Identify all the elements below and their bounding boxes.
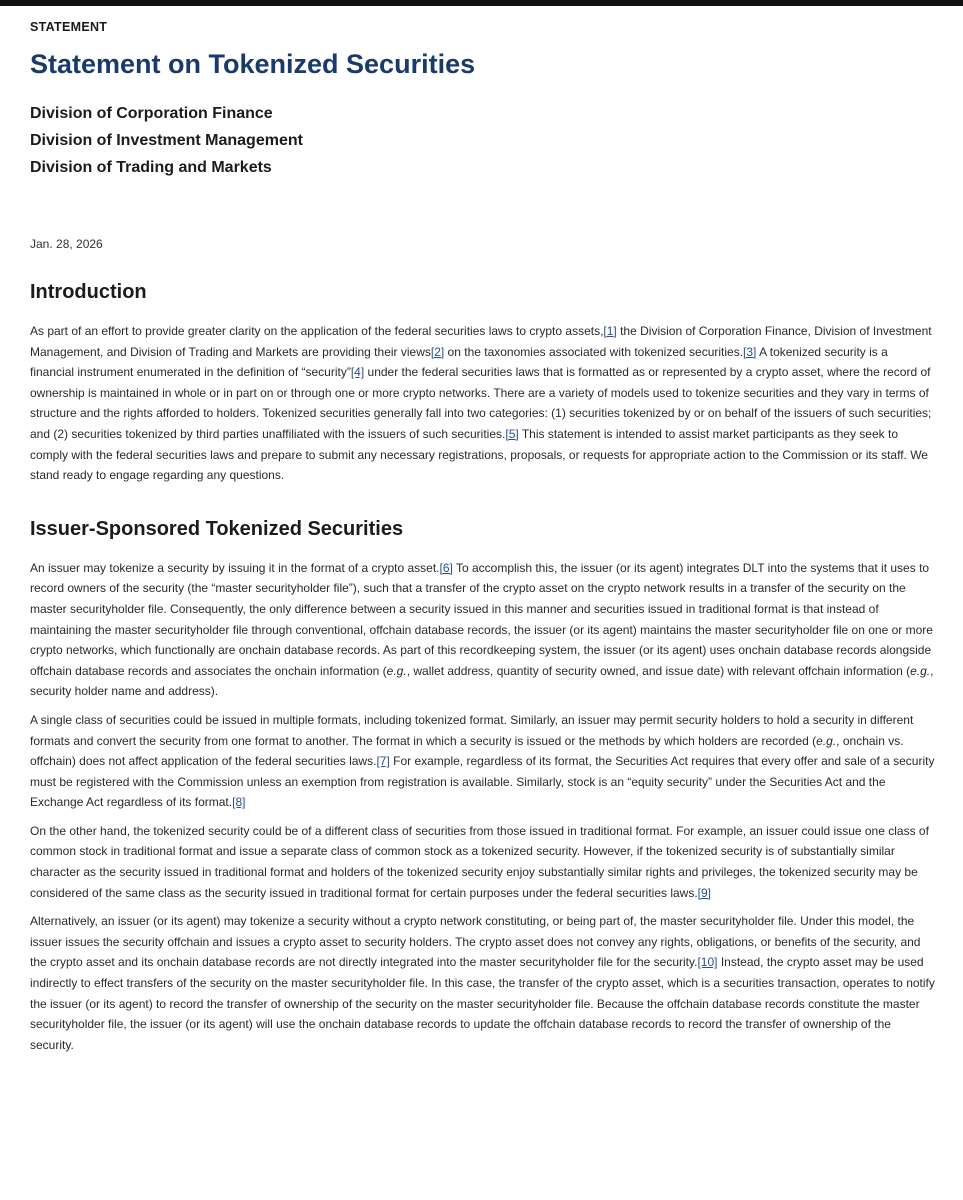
footnote-link-9[interactable]: [9] xyxy=(697,885,712,900)
footnote-link-10[interactable]: [10] xyxy=(697,955,718,970)
footnote-link-5[interactable]: [5] xyxy=(505,426,519,441)
top-edge-bar xyxy=(0,0,963,6)
introduction-heading: Introduction xyxy=(30,281,147,303)
issuer-paragraph-1: An issuer may tokenize a security by issuing it in the format of a crypto asset.[6] To accomplish this, the issuer (or its agent) integrates DLT into the systems that it uses to record owners of the security (the “master securityholder file”), such that a transfer of the crypto asset on the crypto network results in a transfer of the security on the master securityholder file. Consequently, the only difference between a security issued in this manner and securities issued in traditional format is that instead of maintaining the master securityholder file through conventional, offchain database records, the issuer (or its agent) maintains the master securityholder file on one or more crypto networks, which functionally are onchain database records. As part of this recordkeeping system, the issuer (or its agent) uses onchain database records alongside offchain database records and associates the onchain information (e.g., wallet address, quantity of security owned, and issue date) with relevant offchain information (e.g., security holder name and address). xyxy=(30,560,934,699)
publish-date: Jan. 28, 2026 xyxy=(30,237,103,251)
footnote-link-1[interactable]: [1] xyxy=(603,324,617,338)
content-type-label: STATEMENT xyxy=(30,20,108,34)
issuer-paragraph-3: On the other hand, the tokenized security could be of a different class of securities from those issued in traditional format. For example, an issuer could issue one class of common stock in traditional format and issue a separate class of common stock as a tokenized security. However, if the tokenized security is of substantially similar character as the security issued in traditional format and holders of the tokenized security enjoy substantially similar rights and privileges, the tokenized security may be considered of the same class as the security issued in traditional format for certain purposes under the federal securities laws.[9] xyxy=(30,823,929,900)
footnote-link-3[interactable]: [3] xyxy=(743,344,757,359)
division-corporation-finance: Division of Corporation Finance xyxy=(30,105,273,122)
issuer-sponsored-heading: Issuer-Sponsored Tokenized Securities xyxy=(30,517,404,540)
division-list xyxy=(30,100,935,181)
footnote-link-2[interactable]: [2] xyxy=(430,344,445,359)
footnote-link-7[interactable]: [7] xyxy=(376,754,390,769)
issuer-paragraph-4: Alternatively, an issuer (or its agent) may tokenize a security without a crypto network constituting, or being part of, the master securityholder file. Under this model, the issuer issues the security offchain and issues a crypto asset to security holders. The crypto asset does not convey any rights, obligations, or benefits of the security, and the crypto asset and its onchain database records are not directly integrated into the master securityholder file for the security.[10] Instead, the crypto asset may be used indirectly to effect transfers of the security on the master securityholder file. In this case, the transfer of the crypto asset, which is a securities transaction, operates to notify the issuer (or its agent) to record the transfer of ownership of the security on the master securityholder file. Because the offchain database records constitute the master securityholder file, the issuer (or its agent) will use the onchain database records to update the offchain database records to record the transfer of ownership of the security. xyxy=(30,914,935,1052)
issuer-paragraph-2: A single class of securities could be issued in multiple formats, including tokenized format. Similarly, an issuer may permit security holders to hold a security in different formats and convert the security from one format to another. The format in which a security is issued or the methods by which holders are recorded (e.g., onchain vs. offchain) does not affect application of the federal securities laws.[7] For example, regardless of its format, the Securities Act requires that every offer and sale of a security must be registered with the Commission unless an exemption from registration is available. Similarly, stock is an “equity security” under the Securities Act and the Exchange Act regardless of its format.[8] xyxy=(30,712,935,810)
footnote-link-4[interactable]: [4] xyxy=(350,365,365,380)
division-trading-markets: Division of Trading and Markets xyxy=(30,159,272,176)
statement-page xyxy=(30,20,935,1063)
division-investment-management: Division of Investment Management xyxy=(30,132,303,149)
page-title: Statement on Tokenized Securities xyxy=(30,49,476,79)
footnote-link-8[interactable]: [8] xyxy=(232,795,246,810)
introduction-paragraph: As part of an effort to provide greater clarity on the application of the federal securities laws to crypto assets,[1] the Division of Corporation Finance, Division of Investment Management, and Division of Trading and Markets are providing their views[2] on the taxonomies associated with tokenized securities.[3] A tokenized security is a financial instrument enumerated in the definition of “security”[4] under the federal securities laws that is formatted as or represented by a crypto asset, where the record of ownership is maintained in whole or in part on or through one or more crypto networks. There are a variety of models used to tokenize securities and they vary in terms of structure and the rights afforded to holders. Tokenized securities generally fall into two categories: (1) securities tokenized by or on behalf of the issuers of such securities; and (2) securities tokenized by third parties unaffiliated with the issuers of such securities.[5] This statement is intended to assist market participants as they seek to comply with the federal securities laws and prepare to submit any necessary registrations, proposals, or requests for appropriate action to the Commission or its staff. We stand ready to engage regarding any questions. xyxy=(30,324,932,483)
footnote-link-6[interactable]: [6] xyxy=(439,560,453,575)
